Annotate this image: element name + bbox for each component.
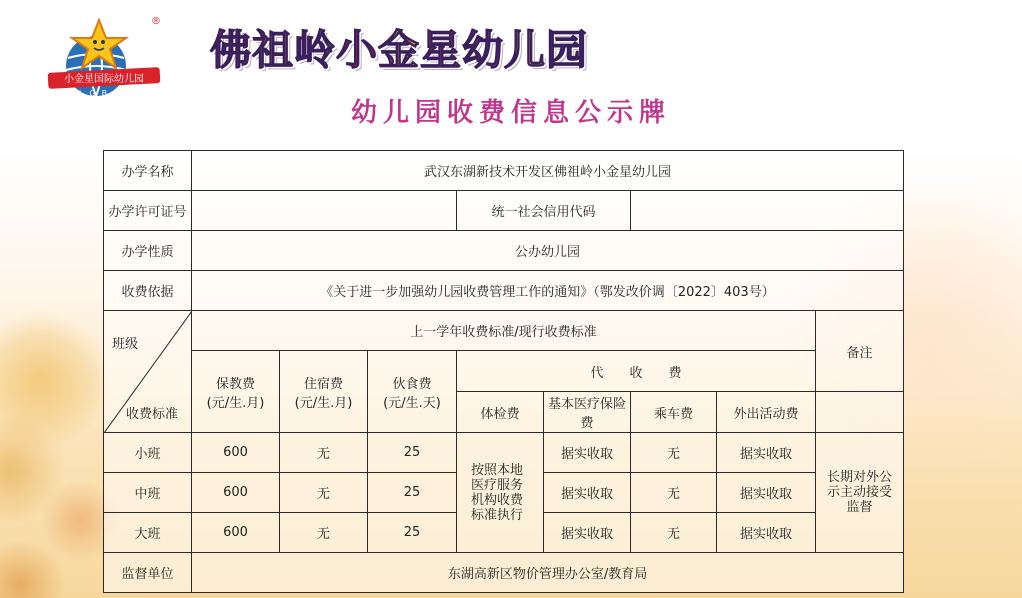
outing-value: 据实收取 <box>717 473 816 513</box>
bus-header: 乘车费 <box>631 392 717 433</box>
nature-value: 公办幼儿园 <box>192 231 904 271</box>
basis-value: 《关于进一步加强幼儿园收费管理工作的通知》（鄂发改价调〔2022〕403号） <box>192 271 904 311</box>
title-char: 祖 <box>252 26 293 74</box>
row-nature <box>104 231 904 271</box>
row-header-1 <box>104 311 904 351</box>
insurance-header: 基本医疗保险费 <box>544 392 631 433</box>
insurance-value: 据实收取 <box>544 473 631 513</box>
class-name: 小班 <box>104 433 192 473</box>
credit-code-value <box>631 191 904 231</box>
tuition-value: 600 <box>192 513 280 553</box>
row-supervisor <box>104 553 904 593</box>
tuition-unit: (元/生.月) <box>206 395 265 411</box>
class-name: 大班 <box>104 513 192 553</box>
board-header: 住宿费 <box>303 376 343 392</box>
board-header-cell <box>280 351 368 433</box>
title-char: 金 <box>378 26 419 74</box>
tuition-value: 600 <box>192 433 280 473</box>
title-char: 儿 <box>504 26 545 74</box>
remarks-header: 备注 <box>816 311 904 392</box>
fee-table-container <box>103 150 904 593</box>
meal-header: 伙食费 <box>392 376 432 392</box>
page-subtitle: 幼儿园收费信息公示牌 <box>350 98 671 128</box>
board-value: 无 <box>280 473 368 513</box>
tuition-header: 保教费 <box>215 376 255 392</box>
insurance-value: 据实收取 <box>544 433 631 473</box>
tuition-value: 600 <box>192 473 280 513</box>
outing-value: 据实收取 <box>717 433 816 473</box>
table-row <box>104 433 904 473</box>
standard-header: 上一学年收费标准/现行收费标准 <box>192 311 816 351</box>
meal-value: 25 <box>368 513 457 553</box>
board-unit: (元/生.月) <box>294 395 353 411</box>
board-value: 无 <box>280 513 368 553</box>
row-header-2 <box>104 351 904 392</box>
checkup-header: 体检费 <box>457 392 544 433</box>
bus-value: 无 <box>631 513 717 553</box>
nature-label: 办学性质 <box>104 231 192 271</box>
title-char: 佛 <box>210 26 251 74</box>
title-char: 小 <box>336 26 377 74</box>
title-char: 星 <box>420 26 461 74</box>
meal-value: 25 <box>368 473 457 513</box>
kindergarten-logo <box>44 14 166 98</box>
basis-label: 收费依据 <box>104 271 192 311</box>
bus-value: 无 <box>631 433 717 473</box>
title-char: 幼 <box>462 26 503 74</box>
title-char: 岭 <box>294 26 335 74</box>
row-basis <box>104 271 904 311</box>
board-value: 无 <box>280 433 368 473</box>
logo-letters: LGB <box>78 89 114 98</box>
fee-table <box>103 150 904 593</box>
title-char: 园 <box>546 26 587 74</box>
supervisor-value: 东湖高新区物价管理办公室/教育局 <box>192 553 904 593</box>
corner-header-cell <box>104 311 192 433</box>
outing-header: 外出活动费 <box>717 392 816 433</box>
registered-mark: ® <box>151 16 161 27</box>
class-name: 中班 <box>104 473 192 513</box>
insurance-value: 据实收取 <box>544 513 631 553</box>
tuition-header-cell <box>192 351 280 433</box>
remarks-spacer <box>816 392 904 433</box>
corner-bottom-label: 收费标准 <box>126 407 179 422</box>
license-label: 办学许可证号 <box>104 191 192 231</box>
corner-top-label: 班级 <box>112 337 139 352</box>
meal-header-cell <box>368 351 457 433</box>
school-name-value: 武汉东湖新技术开发区佛祖岭小金星幼儿园 <box>192 151 904 191</box>
remarks-note: 长期对外公示主动接受监督 <box>816 433 904 553</box>
row-license <box>104 191 904 231</box>
school-name-label: 办学名称 <box>104 151 192 191</box>
bus-value: 无 <box>631 473 717 513</box>
meal-unit: (元/生.天) <box>383 395 441 411</box>
credit-code-label: 统一社会信用代码 <box>457 191 631 231</box>
supervisor-label: 监督单位 <box>104 553 192 593</box>
checkup-note: 按照本地医疗服务机构收费标准执行 <box>457 433 544 553</box>
collect-header: 代 收 费 <box>457 351 816 392</box>
row-school-name <box>104 151 904 191</box>
logo-banner-text: 小金星国际幼儿园 <box>64 74 144 85</box>
school-title <box>210 22 587 78</box>
license-value <box>192 191 457 231</box>
meal-value: 25 <box>368 433 457 473</box>
outing-value: 据实收取 <box>717 513 816 553</box>
